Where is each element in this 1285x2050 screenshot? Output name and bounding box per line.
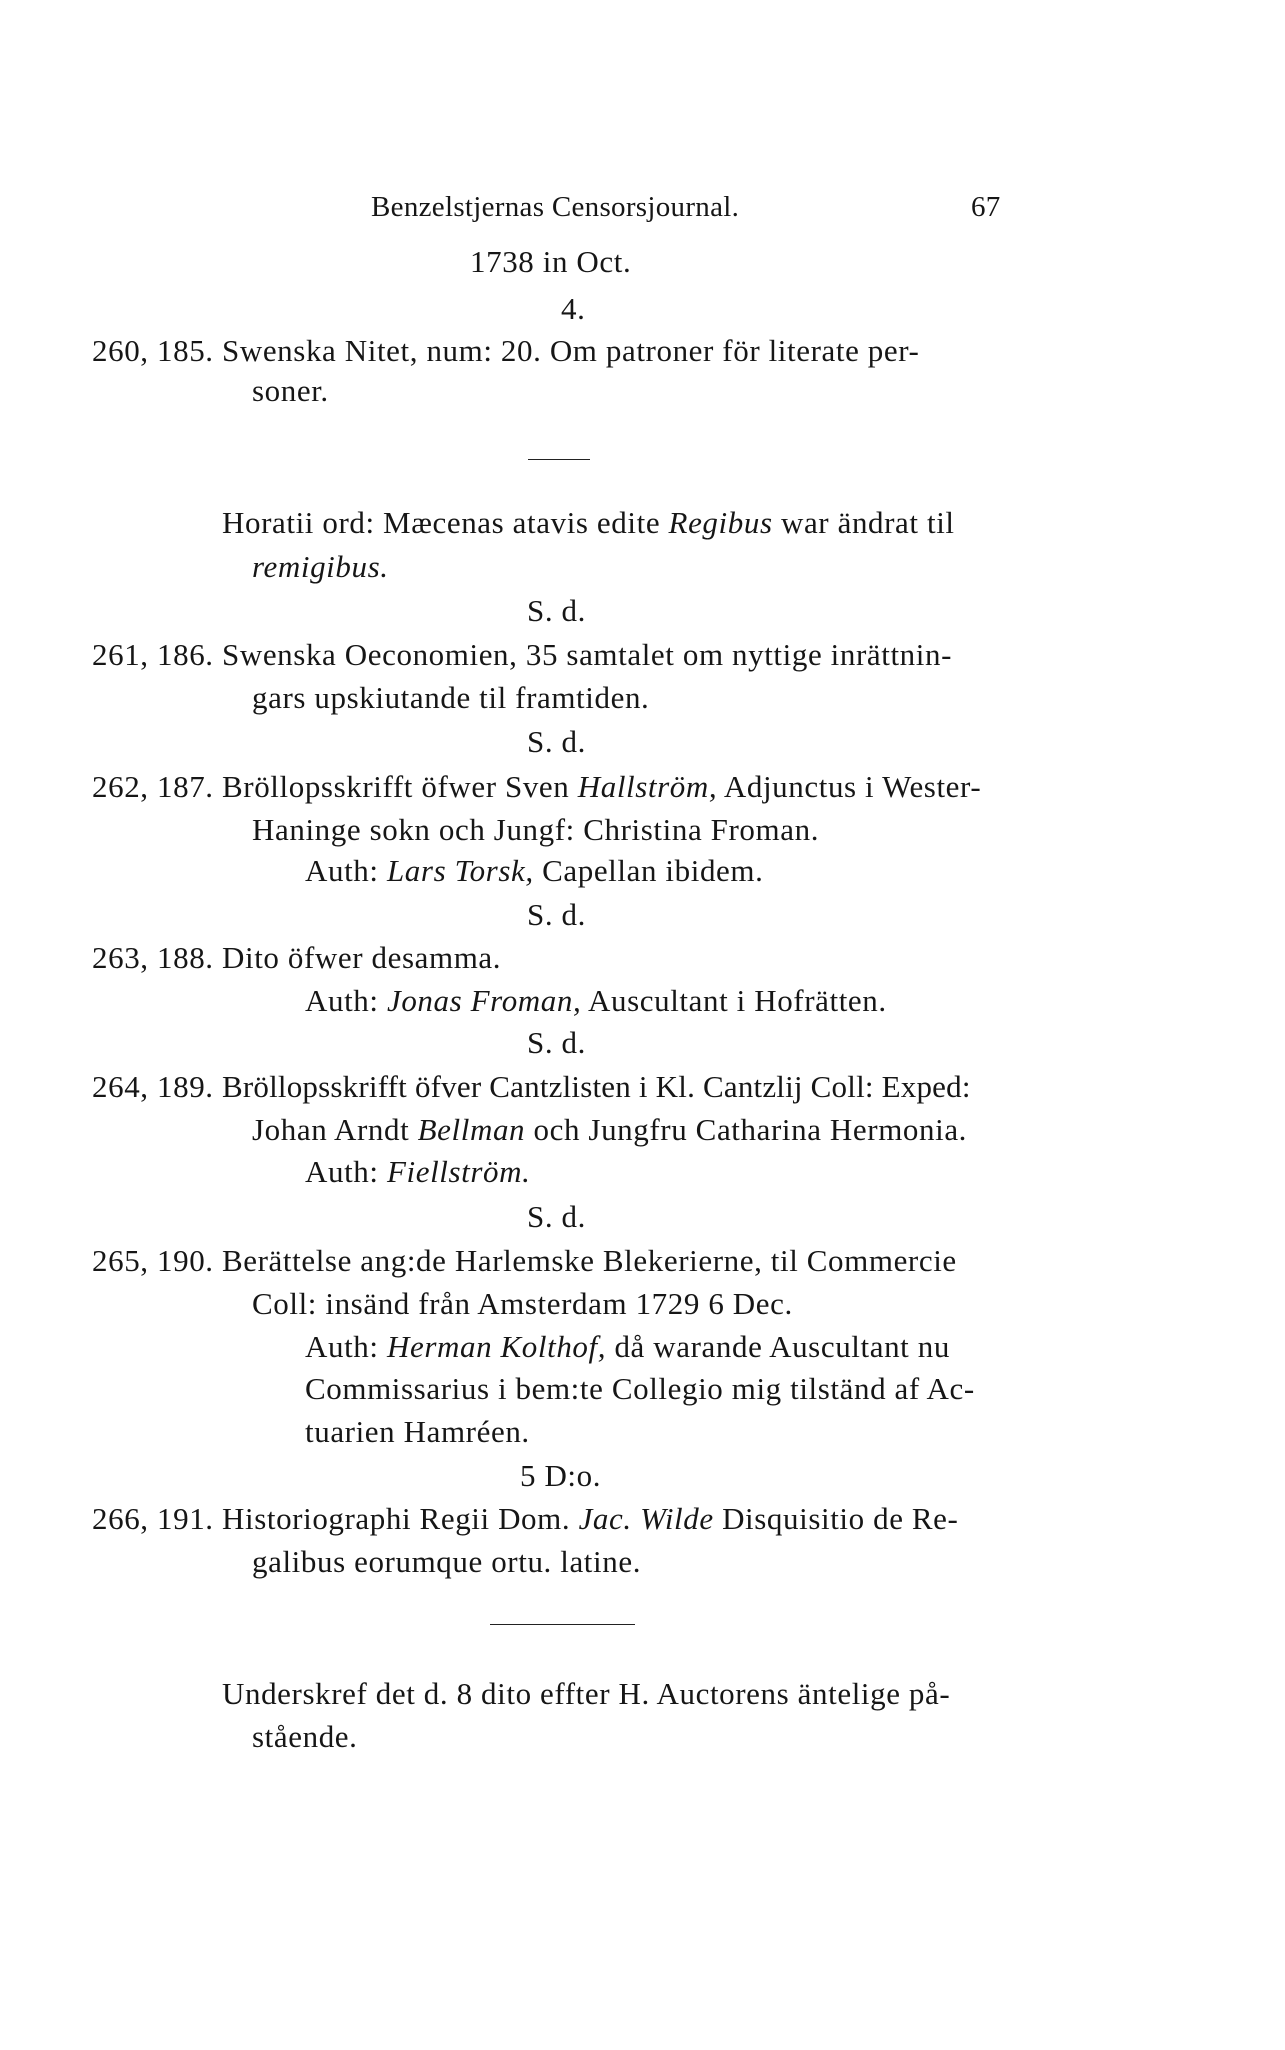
entry-text: Swenska Oeconomien, 35 samtalet om nyttige inrättnin- [222, 637, 953, 672]
section-divider [528, 459, 590, 460]
emphasized-word: Regibus [668, 505, 773, 540]
note-text: remigibus. [252, 549, 389, 584]
day-heading: 5 D:o. [520, 1458, 602, 1493]
entry-text: Haninge sokn och Jungf: Christina Froman. [252, 812, 820, 847]
entry-number: 261, 186. [92, 637, 214, 672]
author-name: Lars Torsk, [386, 853, 534, 888]
entry-author: Auth: Herman Kolthof, då warande Auscultant nu [305, 1329, 950, 1364]
day-heading: 4. [561, 291, 586, 326]
entry-text: soner. [252, 373, 329, 408]
signature-mark: S. d. [527, 593, 586, 628]
entry-author: Auth: Fiellström. [305, 1154, 531, 1189]
entry-text: Johan Arndt Bellman och Jungfru Catharina Hermonia. [252, 1112, 968, 1147]
entry-text: Dito öfwer desamma. [222, 940, 502, 975]
entry-text: Coll: insänd från Amsterdam 1729 6 Dec. [252, 1286, 793, 1321]
person-name: Jac. [578, 1501, 632, 1536]
closing-text: stående. [252, 1719, 358, 1754]
running-header-title: Benzelstjernas Censorsjournal. [371, 191, 740, 223]
entry-text: gars upskiutande til framtiden. [252, 680, 650, 715]
person-name: Wilde [640, 1501, 714, 1536]
entry-text: Commissarius i bem:te Collegio mig tilständ af Ac- [305, 1371, 975, 1406]
author-name: Fiellström. [386, 1154, 531, 1189]
date-heading: 1738 in Oct. [470, 244, 632, 279]
entry-number: 263, 188. [92, 940, 214, 975]
entry-author: Auth: Jonas Froman, Auscultant i Hofrätten. [305, 983, 887, 1018]
entry-number: 266, 191. [92, 1501, 214, 1536]
entry-number: 260, 185. [92, 333, 214, 368]
signature-mark: S. d. [527, 724, 586, 759]
entry-author: Auth: Lars Torsk, Capellan ibidem. [305, 853, 764, 888]
closing-text: Underskref det d. 8 dito effter H. Auctorens äntelige på- [222, 1676, 951, 1711]
signature-mark: S. d. [527, 897, 586, 932]
entry-text: galibus eorumque ortu. latine. [252, 1544, 642, 1579]
author-name: Jonas Froman, [386, 983, 582, 1018]
entry-number: 262, 187. [92, 769, 214, 804]
signature-mark: S. d. [527, 1199, 586, 1234]
entry-number: 264, 189. [92, 1069, 214, 1104]
entry-text: Swenska Nitet, num: 20. Om patroner för literate per- [222, 333, 920, 368]
entry-text: Bröllopsskrifft öfwer Sven Hallström, Adjunctus i Wester- [222, 769, 982, 804]
entry-text: Bröllopsskrifft öfver Cantzlisten i Kl. Cantzlij Coll: Exped: [222, 1069, 971, 1104]
signature-mark: S. d. [527, 1025, 586, 1060]
entry-text: Berättelse ang:de Harlemske Blekerierne, til Commercie [222, 1243, 957, 1278]
note-text: Horatii ord: Mæcenas atavis edite Regibus war ändrat til [222, 505, 955, 540]
entry-text: tuarien Hamréen. [305, 1414, 530, 1449]
entry-text: Historiographi Regii Dom. Jac. Wilde Disquisitio de Re- [222, 1501, 959, 1536]
person-name: Bellman [417, 1112, 526, 1147]
person-name: Hallström, [577, 769, 718, 804]
entry-number: 265, 190. [92, 1243, 214, 1278]
author-name: Herman Kolthof, [386, 1329, 607, 1364]
page-number: 67 [971, 191, 1001, 223]
section-divider [490, 1624, 635, 1625]
